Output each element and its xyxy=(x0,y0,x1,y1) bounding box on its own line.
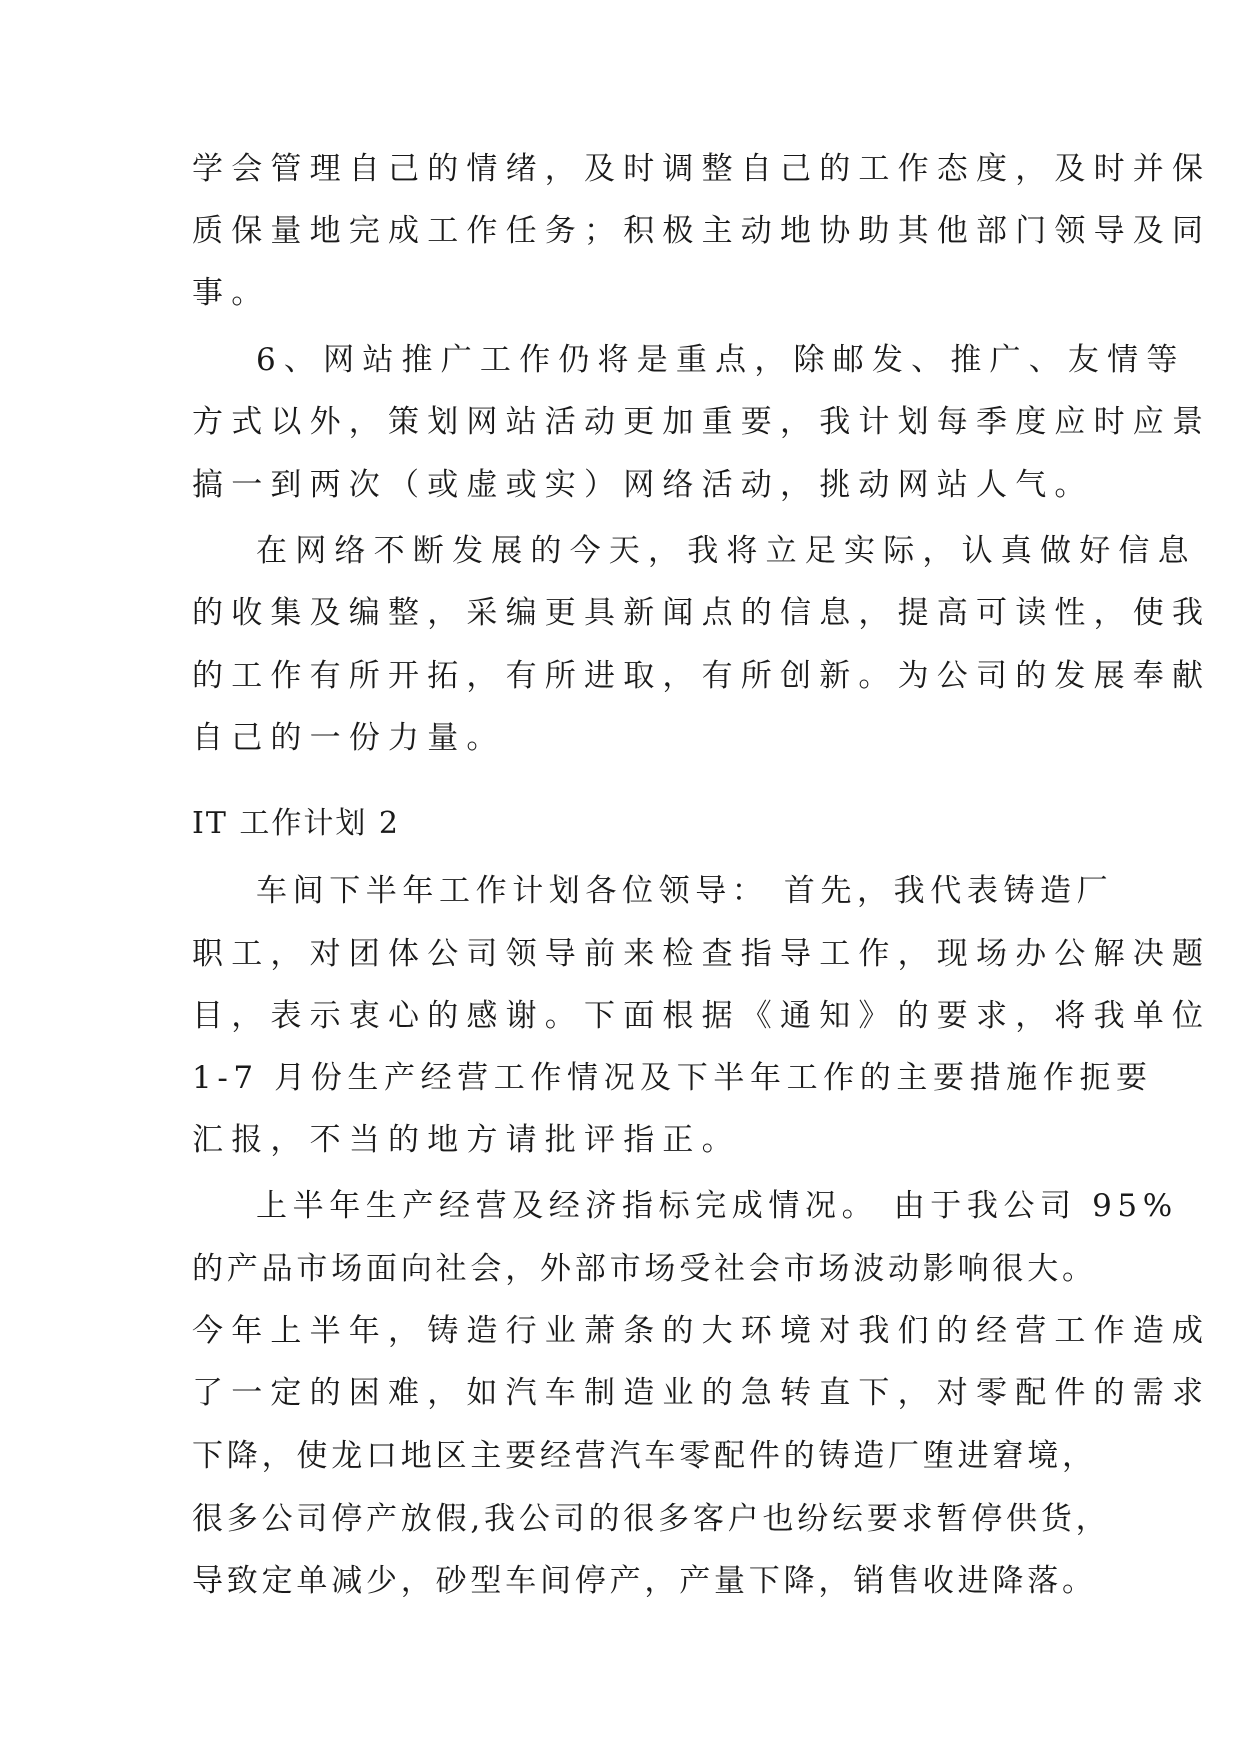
section-paragraph-2-line-7: 导致定单减少，砂型车间停产，产量下降，销售收进降落。 xyxy=(192,1563,1097,1599)
section-paragraph-2-line-3: 今年上半年，铸造行业萧条的大环境对我们的经营工作造成 xyxy=(192,1313,1212,1349)
paragraph-3-line-3: 的工作有所开拓，有所进取，有所创新。为公司的发展奉献 xyxy=(192,658,1212,694)
paragraph-2-line-3: 搞一到两次（或虚或实）网络活动，挑动网站人气。 xyxy=(192,467,1094,503)
section-paragraph-1-line-4: 1-7 月份生产经营工作情况及下半年工作的主要措施作扼要 xyxy=(192,1060,1153,1096)
section-paragraph-2-line-1: 上半年生产经营及经济指标完成情况。 由于我公司 95% xyxy=(256,1188,1178,1224)
paragraph-2-line-1: 6、网站推广工作仍将是重点，除邮发、推广、友情等 xyxy=(256,342,1186,378)
paragraph-1-line-2: 质保量地完成工作任务；积极主动地协助其他部门领导及同 xyxy=(192,213,1212,249)
section-paragraph-1-line-5: 汇报，不当的地方请批评指正。 xyxy=(192,1122,741,1158)
paragraph-2-line-2: 方式以外，策划网站活动更加重要，我计划每季度应时应景 xyxy=(192,404,1212,440)
section-paragraph-1-line-3: 目，表示衷心的感谢。下面根据《通知》的要求，将我单位 xyxy=(192,998,1212,1034)
section-paragraph-2-line-4: 了一定的困难，如汽车制造业的急转直下，对零配件的需求 xyxy=(192,1375,1212,1411)
paragraph-3-line-4: 自己的一份力量。 xyxy=(192,720,506,756)
paragraph-3-line-1: 在网络不断发展的今天，我将立足实际，认真做好信息 xyxy=(256,533,1197,569)
section-paragraph-2-line-2: 的产品市场面向社会，外部市场受社会市场波动影响很大。 xyxy=(192,1251,1097,1287)
section-paragraph-1-line-2: 职工，对团体公司领导前来检查指导工作，现场办公解决题 xyxy=(192,936,1212,972)
paragraph-1-line-1: 学会管理自己的情绪，及时调整自己的工作态度，及时并保 xyxy=(192,151,1212,187)
section-paragraph-2-line-6: 很多公司停产放假,我公司的很多客户也纷纭要求暂停供货， xyxy=(192,1501,1111,1537)
section-heading: IT 工作计划 2 xyxy=(192,806,401,841)
paragraph-1-line-3: 事。 xyxy=(192,275,271,311)
section-paragraph-1-line-1: 车间下半年工作计划各位领导： 首先，我代表铸造厂 xyxy=(256,873,1114,909)
paragraph-3-line-2: 的收集及编整，采编更具新闻点的信息，提高可读性，使我 xyxy=(192,595,1212,631)
section-paragraph-2-line-5: 下降，使龙口地区主要经营汽车零配件的铸造厂堕进窘境， xyxy=(192,1438,1097,1474)
